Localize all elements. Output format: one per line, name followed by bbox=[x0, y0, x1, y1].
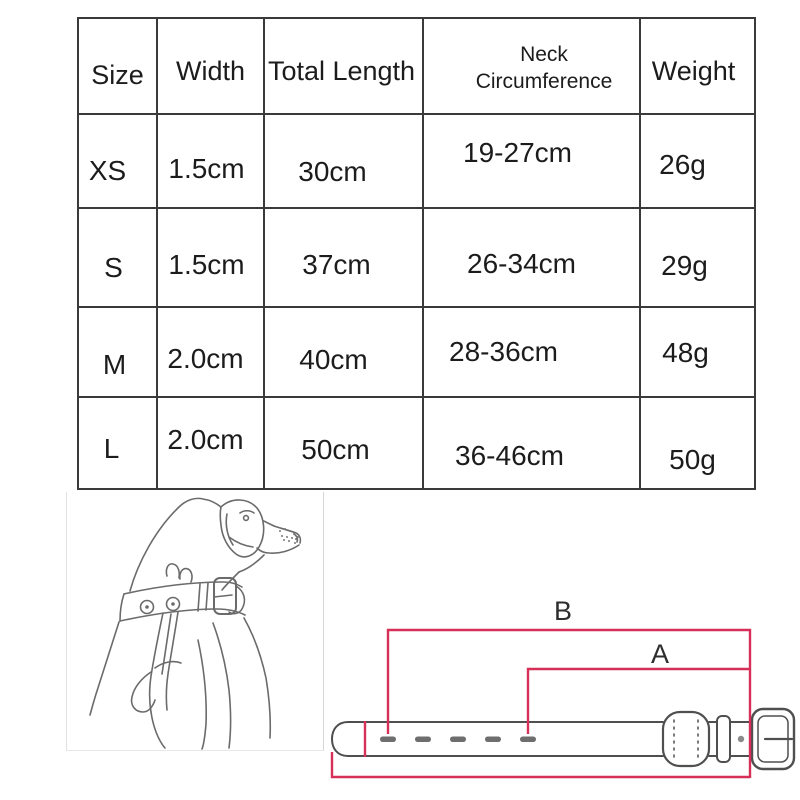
header-width: Width bbox=[157, 18, 264, 114]
cell-total-length: 37cm bbox=[264, 208, 423, 307]
header-row bbox=[78, 18, 755, 114]
cell-size: XS bbox=[78, 114, 157, 208]
header-neck-circumference: Neck Circumference bbox=[423, 18, 640, 114]
table-row-xs bbox=[78, 114, 755, 208]
header-total-length: Total Length bbox=[264, 18, 423, 114]
cell-size: S bbox=[78, 208, 157, 307]
cell-width: 1.5cm bbox=[157, 114, 264, 208]
collar-strap-sketch bbox=[332, 709, 794, 769]
collar-keeper-loop bbox=[663, 712, 709, 766]
cell-total-length: 30cm bbox=[264, 114, 423, 208]
table-row-l bbox=[78, 397, 755, 489]
cell-weight: 50g bbox=[640, 397, 755, 489]
cell-width: 1.5cm bbox=[157, 208, 264, 307]
cell-neck: 28-36cm bbox=[423, 307, 640, 397]
table-row-m bbox=[78, 307, 755, 397]
strap-rounded-tip bbox=[332, 722, 348, 756]
label-b: B bbox=[553, 596, 573, 626]
dog-neck bbox=[90, 572, 270, 748]
header-weight: Weight bbox=[640, 18, 755, 114]
cell-neck: 26-34cm bbox=[423, 208, 640, 307]
cell-width: 2.0cm bbox=[157, 307, 264, 397]
collar-measurement-diagram bbox=[325, 585, 800, 800]
size-chart bbox=[77, 17, 756, 490]
cell-size: M bbox=[78, 307, 157, 397]
header-size: Size bbox=[78, 18, 157, 114]
collar-bar-keeper bbox=[717, 716, 730, 762]
cell-neck: 36-46cm bbox=[423, 397, 640, 489]
cell-weight: 26g bbox=[640, 114, 755, 208]
collar-adjustment-holes bbox=[380, 737, 536, 743]
dog-fitting-illustration bbox=[66, 492, 324, 751]
label-a: A bbox=[650, 639, 670, 669]
dog-collar-fit-sketch-icon bbox=[67, 492, 323, 750]
cell-weight: 29g bbox=[640, 208, 755, 307]
cell-neck: 19-27cm bbox=[423, 114, 640, 208]
size-chart-table bbox=[77, 17, 756, 490]
cell-width: 2.0cm bbox=[157, 397, 264, 489]
hand-two-finger-check bbox=[132, 564, 207, 749]
cell-total-length: 50cm bbox=[264, 397, 423, 489]
collar-side-view-icon bbox=[325, 585, 800, 800]
dog-head bbox=[130, 498, 300, 591]
cell-total-length: 40cm bbox=[264, 307, 423, 397]
measurement-labels bbox=[554, 596, 669, 669]
strap-small-hole bbox=[738, 736, 744, 742]
cell-size: L bbox=[78, 397, 157, 489]
table-row-s bbox=[78, 208, 755, 307]
cell-weight: 48g bbox=[640, 307, 755, 397]
